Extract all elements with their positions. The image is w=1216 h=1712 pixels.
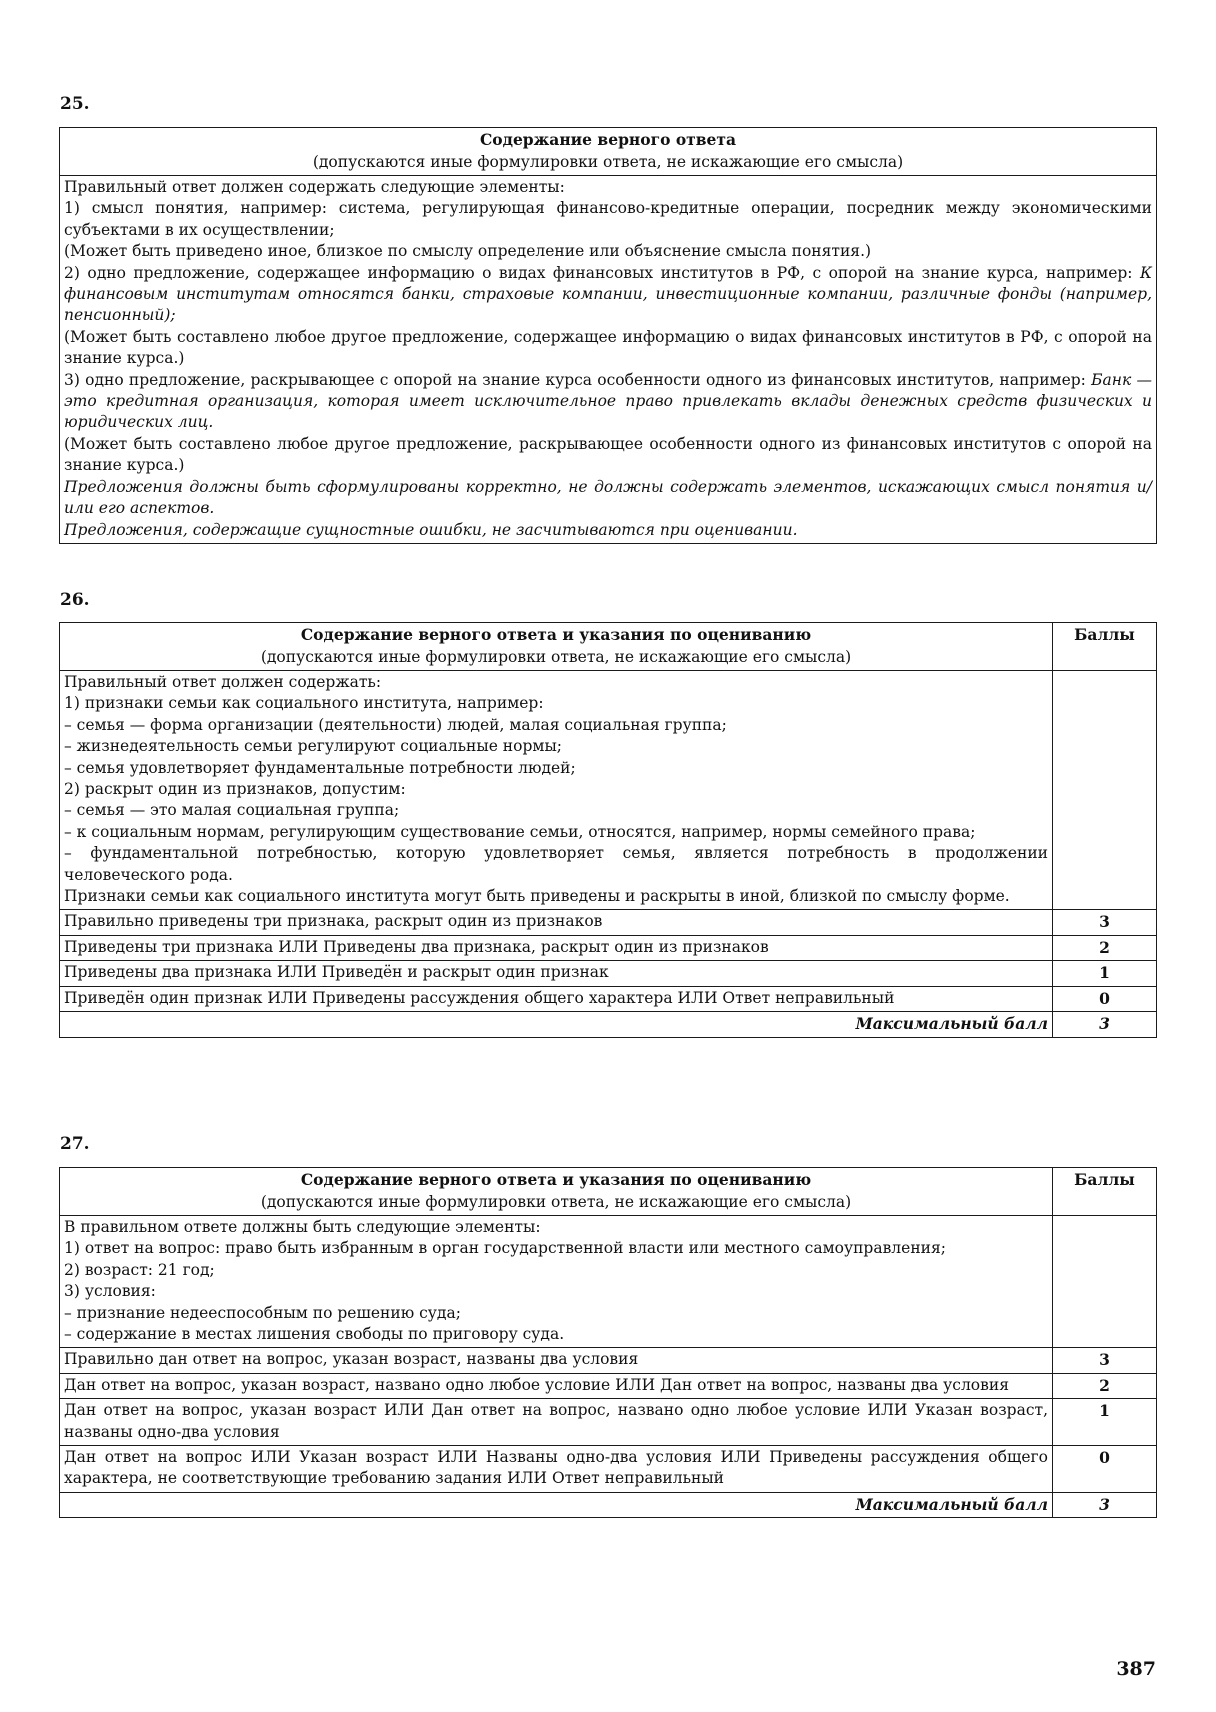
criterion-points: 3	[1053, 910, 1157, 935]
answer-line: – жизнедеятельность семьи регулируют социальные нормы;	[64, 737, 562, 756]
answer-line: – содержание в местах лишения свободы по приговору суда.	[64, 1325, 565, 1344]
criteria-row	[60, 1348, 1157, 1373]
answer-line: 2) возраст: 21 год;	[64, 1260, 215, 1279]
answer-line: (Может быть приведено иное, близкое по смыслу определение или объяснение смысла понятия.)	[64, 242, 872, 261]
answer-line: – семья — это малая социальная группа;	[64, 801, 400, 820]
max-score-label: Максимальный балл	[60, 1012, 1053, 1037]
answer-line: 1) смысл понятия, например: система, регулирующая финансово-кредитные операции, посредник между экономическими субъектами в их осуществлении;	[64, 199, 1152, 239]
page-number: 387	[1116, 1658, 1156, 1680]
criteria-row	[60, 935, 1157, 960]
answer-line: 1) ответ на вопрос: право быть избранным в орган государственной власти или местного самоуправления;	[64, 1239, 946, 1258]
answer-line: (Может быть составлено любое другое предложение, содержащее информацию о видах финансовых институтов в РФ, с опорой на знание курса.)	[64, 327, 1152, 368]
criterion-text: Приведён один признак ИЛИ Приведены рассуждения общего характера ИЛИ Ответ неправильный	[60, 986, 1053, 1011]
answer-line	[64, 370, 1152, 434]
answer-line: В правильном ответе должны быть следующие элементы:	[64, 1218, 541, 1236]
answer-line: 1) признаки семьи как социального института, например:	[64, 694, 544, 713]
criteria-row	[60, 1373, 1157, 1398]
criterion-points: 2	[1053, 935, 1157, 960]
answer-content	[60, 1216, 1053, 1348]
answer-line: – семья удовлетворяет фундаментальные потребности людей;	[64, 758, 576, 777]
max-score-value: 3	[1053, 1012, 1157, 1037]
header-title: Содержание верного ответа	[479, 130, 737, 149]
criterion-text: Дан ответ на вопрос, указан возраст ИЛИ Дан ответ на вопрос, названо одно любое условие ИЛИ Указан возраст, названы одно-два условия	[60, 1399, 1053, 1446]
task-number-27: 27.	[60, 1134, 90, 1154]
answer-line: Правильный ответ должен содержать:	[64, 673, 382, 691]
max-score-row	[60, 1492, 1157, 1517]
header-title: Содержание верного ответа и указания по оцениванию	[300, 1170, 812, 1189]
criterion-points: 1	[1053, 961, 1157, 986]
answer-line: – семья — форма организации (деятельности) людей, малая социальная группа;	[64, 715, 727, 734]
task-number-25: 25.	[60, 94, 90, 114]
criterion-text: Дан ответ на вопрос ИЛИ Указан возраст ИЛИ Названы одно-два условия ИЛИ Приведены рассуждения общего характера, не соответствующие требованию задания ИЛИ Ответ неправильный	[60, 1446, 1053, 1493]
table-header	[60, 128, 1157, 176]
criterion-points: 2	[1053, 1373, 1157, 1398]
points-header: Баллы	[1053, 623, 1157, 671]
answer-line: – признание недееспособным по решению суда;	[64, 1303, 461, 1322]
table-header	[60, 623, 1053, 671]
answer-line: Признаки семьи как социального института могут быть приведены и раскрыты в иной, близкой по смыслу форме.	[64, 887, 1010, 906]
max-score-value: 3	[1053, 1492, 1157, 1517]
answer-example: Банк — это кредитная организация, которая имеет исключительное право привлекать вклады денежных средств физических и юридических лиц.	[64, 370, 1152, 432]
criteria-row	[60, 910, 1157, 935]
criterion-text: Дан ответ на вопрос, указан возраст, названо одно любое условие ИЛИ Дан ответ на вопрос, названы два условия	[60, 1373, 1053, 1398]
answer-line-text: 2) одно предложение, содержащее информацию о видах финансовых институтов в РФ, с опорой на знание курса, например:	[64, 263, 1133, 282]
criterion-text: Правильно приведены три признака, раскрыт один из признаков	[60, 910, 1053, 935]
criterion-points: 3	[1053, 1348, 1157, 1373]
criteria-row	[60, 986, 1157, 1011]
answer-table-25	[59, 127, 1157, 544]
answer-line: – к социальным нормам, регулирующим существование семьи, относятся, например, нормы семейного права;	[64, 822, 976, 841]
criterion-points: 1	[1053, 1399, 1157, 1446]
answer-note: Предложения, содержащие сущностные ошибки, не засчитываются при оценивании.	[64, 520, 798, 539]
header-subtitle: (допускаются иные формулировки ответа, не искажающие его смысла)	[260, 648, 852, 666]
header-title: Содержание верного ответа и указания по оцениванию	[300, 625, 812, 644]
criterion-text: Приведены три признака ИЛИ Приведены два признака, раскрыт один из признаков	[60, 935, 1053, 960]
criteria-row	[60, 961, 1157, 986]
answer-content	[60, 176, 1157, 544]
criteria-row	[60, 1399, 1157, 1446]
points-empty-cell	[1053, 1216, 1157, 1348]
answer-note: Предложения должны быть сформулированы корректно, не должны содержать элементов, искажающих смысл понятия и/или его аспектов.	[64, 477, 1152, 518]
answer-line: 3) условия:	[64, 1282, 156, 1301]
answer-table-26	[59, 622, 1157, 1038]
answer-line-text: 3) одно предложение, раскрывающее с опорой на знание курса особенности одного из финансовых институтов, например:	[64, 370, 1086, 389]
criterion-points: 0	[1053, 1446, 1157, 1493]
answer-line: (Может быть составлено любое другое предложение, раскрывающее особенности одного из финансовых институтов с опорой на знание курса.)	[64, 434, 1152, 475]
answer-line	[64, 263, 1152, 327]
max-score-label: Максимальный балл	[60, 1492, 1053, 1517]
max-score-row	[60, 1012, 1157, 1037]
points-empty-cell	[1053, 671, 1157, 910]
header-subtitle: (допускаются иные формулировки ответа, не искажающие его смысла)	[312, 153, 904, 171]
criteria-row	[60, 1446, 1157, 1493]
criterion-text: Приведены два признака ИЛИ Приведён и раскрыт один признак	[60, 961, 1053, 986]
criterion-points: 0	[1053, 986, 1157, 1011]
answer-line: Правильный ответ должен содержать следующие элементы:	[64, 178, 565, 196]
answer-example: К финансовым институтам относятся банки, страховые компании, инвестиционные компании, различные фонды (например, пенсионный);	[64, 263, 1152, 325]
points-header: Баллы	[1053, 1168, 1157, 1216]
criterion-text: Правильно дан ответ на вопрос, указан возраст, названы два условия	[60, 1348, 1053, 1373]
answer-line: – фундаментальной потребностью, которую удовлетворяет семья, является потребность в продолжении человеческого рода.	[64, 844, 1048, 884]
task-number-26: 26.	[60, 590, 90, 610]
answer-line: 2) раскрыт один из признаков, допустим:	[64, 780, 406, 799]
table-header	[60, 1168, 1053, 1216]
answer-table-27	[59, 1167, 1157, 1518]
answer-content	[60, 671, 1053, 910]
header-subtitle: (допускаются иные формулировки ответа, не искажающие его смысла)	[260, 1193, 852, 1211]
